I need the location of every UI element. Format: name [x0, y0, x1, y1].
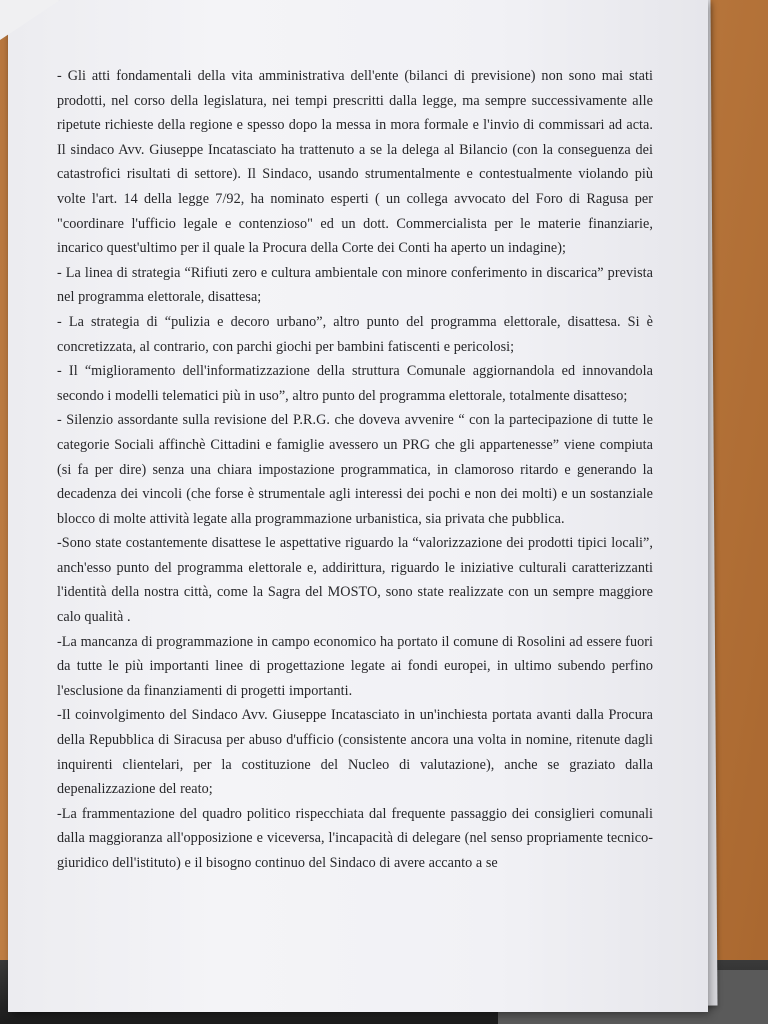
paragraph-rifiuti-zero: - La linea di strategia “Rifiuti zero e cultura ambientale con minore conferimento in discarica” prevista nel programma elettorale, disattesa; — [57, 264, 653, 306]
paragraph-prg: - Silenzio assordante sulla revisione del P.R.G. che doveva avvenire “ con la partecipazione di tutte le categorie Sociali affinchè Cittadini e famiglie avessero un PRG che gli appartenesse” viene compiuta (si fa per dire) senza una chiara impostazione programmatica, in clamoroso ritardo e generando la decadenza dei vincoli (che forse è strumentale agli interessi dei pochi e non dei molti) e un sostanziale blocco di molte attività legate alla programmazione urbanistica, sia privata che pubblica. — [57, 412, 653, 527]
paragraph-informatizzazione: - Il “miglioramento dell'informatizzazione della struttura Comunale aggiornandola ed innovandola secondo i modelli telematici più in uso”, altro punto del programma elettorale, totalmente disatteso; — [57, 363, 653, 404]
paragraph-inchiesta: -Il coinvolgimento del Sindaco Avv. Giuseppe Incatasciato in un'inchiesta portata avanti dalla Procura della Repubblica di Siracusa per abuso d'ufficio (consistente ancora una volta in nomine, ritenute dagli inquirenti clientelari, per la costituzione del Nucleo di valutazione), anche se graziato dalla depenalizzazione del reato; — [57, 707, 653, 798]
paragraph-bilanci: - Gli atti fondamentali della vita amministrativa dell'ente (bilanci di previsione) non sono mai stati prodotti, nel corso della legislatura, nei tempi prescritti dalla legge, ma sempre successivamente alle ripetute richieste della regione e spesso dopo la messa in mora formale e l'invio di commissari ad acta. Il sindaco Avv. Giuseppe Incatasciato ha trattenuto a se la delega al Bilancio (con la conseguenza dei catastrofici risultati di settore). Il Sindaco, usando strumentalmente e contestualmente violando più volte l'art. 14 della legge 7/92, ha nominato esperti ( un collega avvocato del Foro di Ragusa per "coordinare l'ufficio legale e contenzioso" ed un dott. Commercialista per le materie finanziarie, incarico quest'ultimo per il quale la Procura della Corte dei Conti ha aperto un indagine); — [57, 68, 653, 257]
paragraph-programmazione-economica: -La mancanza di programmazione in campo economico ha portato il comune di Rosolini ad essere fuori da tutte le più importanti linee di progettazione legate ai fondi europei, in ultimo subendo perfino l'esclusione da finanziamenti di progetti importanti. — [57, 633, 653, 699]
document-page — [8, 0, 708, 1012]
document-body — [57, 64, 653, 876]
paragraph-decoro-urbano: - La strategia di “pulizia e decoro urbano”, altro punto del programma elettorale, disattesa. Si è concretizzata, al contrario, con parchi giochi per bambini fatiscenti e pericolosi; — [57, 313, 653, 355]
paragraph-prodotti-tipici: -Sono state costantemente disattese le aspettative riguardo la “valorizzazione dei prodotti tipici locali”, anch'esso punto del programma elettorale e, addirittura, riguardo le iniziative culturali caratterizzanti l'identità della nostra città, come la Sagra del MOSTO, sono state realizzate con un sempre maggiore calo qualità . — [57, 535, 653, 626]
paragraph-frammentazione: -La frammentazione del quadro politico rispecchiata dal frequente passaggio dei consiglieri comunali dalla maggioranza all'opposizione e viceversa, l'incapacità di delegare (nel senso propriamente tecnico-giuridico dell'istituto) e il bisogno continuo del Sindaco di avere accanto a se — [57, 805, 653, 871]
